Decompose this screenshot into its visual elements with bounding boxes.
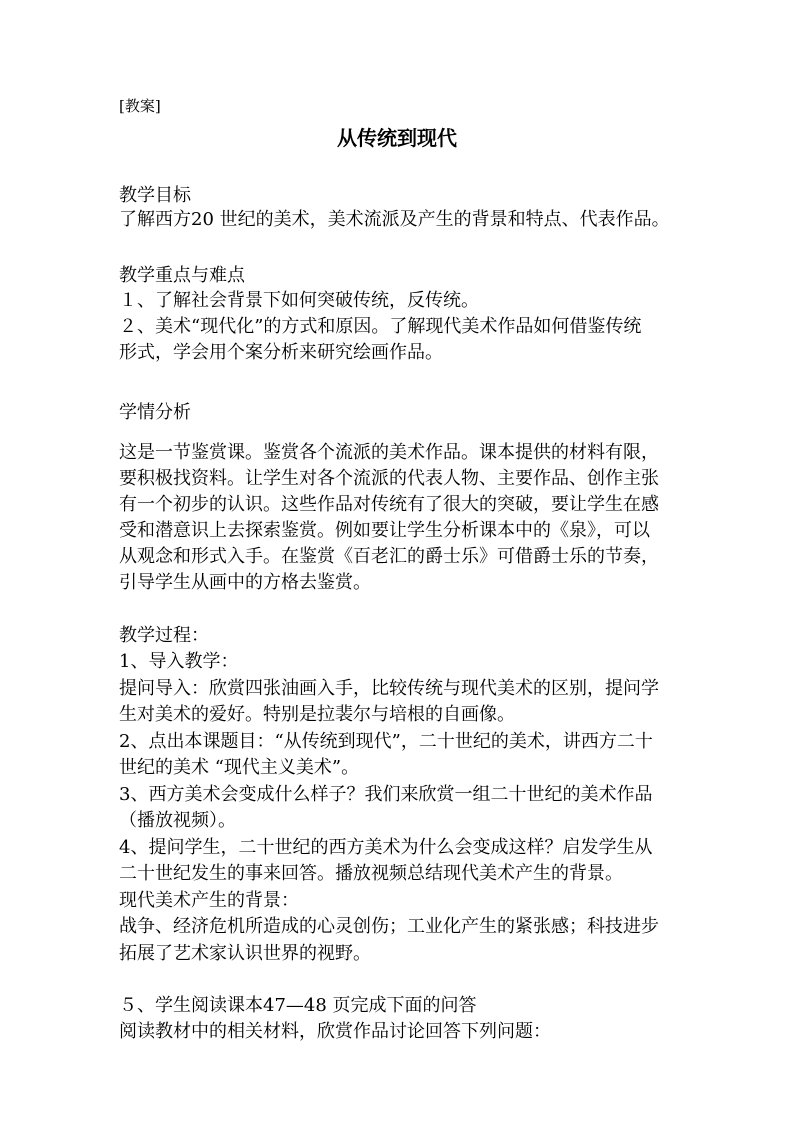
- analysis-line: 引导学生从画中的方格去鉴赏。: [119, 572, 371, 593]
- analysis-line: 有一个初步的认识。这些作品对传统有了很大的突破，要让学生在感: [119, 494, 659, 515]
- key-point-item-2-cont: 形式，学会用个案分析来研究绘画作品。: [119, 342, 443, 363]
- analysis-line: 这是一节鉴赏课。鉴赏各个流派的美术作品。课本提供的材料有限，: [119, 442, 659, 463]
- lesson-plan-tag: [教案]: [119, 97, 161, 115]
- key-points-heading: 教学重点与难点: [119, 265, 245, 286]
- analysis-line: 从观念和形式入手。在鉴赏《百老汇的爵士乐》可借爵士乐的节奏，: [119, 546, 659, 567]
- process-line: 战争、经济危机所造成的心灵创伤；工业化产生的紧张感；科技进步: [119, 916, 659, 937]
- document-title: 从传统到现代: [337, 126, 457, 150]
- process-line: 4、提问学生，二十世纪的西方美术为什么会变成这样？启发学生从: [119, 837, 653, 858]
- analysis-line: 要积极找资料。让学生对各个流派的代表人物、主要作品、创作主张: [119, 468, 659, 489]
- process-step-5: ５、学生阅读课本47—48 页完成下面的问答: [119, 995, 477, 1016]
- objectives-text: 了解西方20 世纪的美术，美术流派及产生的背景和特点、代表作品。: [119, 209, 670, 230]
- process-step-5-note: 阅读教材中的相关材料，欣赏作品讨论回答下列问题：: [119, 1021, 551, 1042]
- objectives-heading: 教学目标: [119, 185, 191, 206]
- key-point-item-1: １、了解社会背景下如何突破传统，反传统。: [119, 290, 479, 311]
- key-point-item-2: ２、美术“现代化”的方式和原因。了解现代美术作品如何借鉴传统: [119, 316, 642, 337]
- analysis-heading: 学情分析: [119, 402, 191, 423]
- process-line: 提问导入：欣赏四张油画入手，比较传统与现代美术的区别，提问学: [119, 678, 659, 699]
- process-heading: 教学过程：: [119, 625, 209, 646]
- process-line: 生对美术的爱好。特别是拉裴尔与培根的自画像。: [119, 704, 515, 725]
- process-line: 1、导入教学：: [119, 651, 239, 672]
- process-line: 现代美术产生的背景：: [119, 890, 299, 911]
- analysis-line: 受和潜意识上去探索鉴赏。例如要让学生分析课本中的《泉》，可以: [119, 520, 650, 541]
- process-line: 拓展了艺术家认识世界的视野。: [119, 943, 371, 964]
- process-line: 世纪的美术 “现代主义美术”。: [119, 757, 360, 778]
- process-line: 3、西方美术会变成什么样子？我们来欣赏一组二十世纪的美术作品: [119, 784, 653, 805]
- process-line: 二十世纪发生的事来回答。播放视频总结现代美术产生的背景。: [119, 863, 623, 884]
- process-line: 2、点出本课题目：“从传统到现代”，二十世纪的美术，讲西方二十: [119, 731, 653, 752]
- process-line: （播放视频）。: [119, 810, 236, 831]
